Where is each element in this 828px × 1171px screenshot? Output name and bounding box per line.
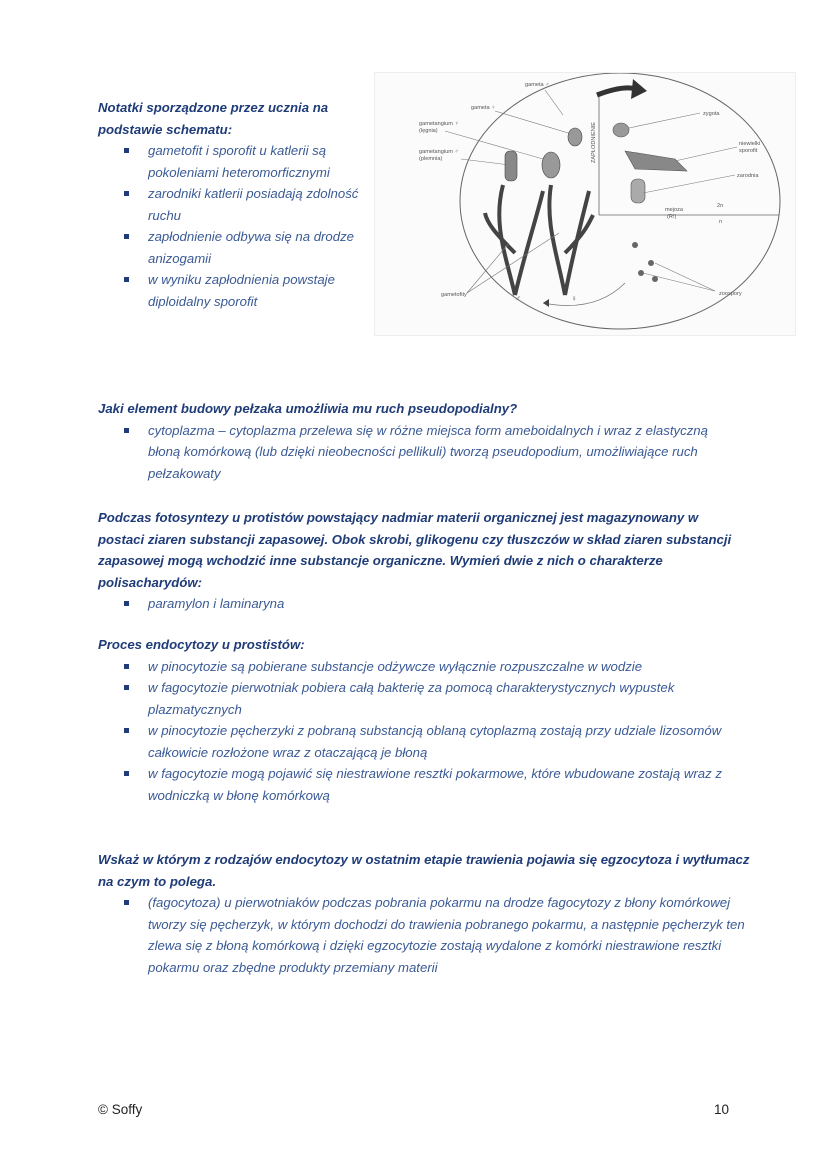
question-text: Proces endocytozy u prostistów: (98, 637, 305, 652)
male-symbol: ♂ (515, 294, 521, 303)
list-item: cytoplazma – cytoplazma przelewa się w różne miejsca form ameboidalnych i wraz z elastyczną błoną komórkową (lub dzięki nieobecności pellikuli) tworzą pseudopodium, umożliwiające ruch pełzakowaty (148, 420, 738, 485)
page-number: 10 (714, 1102, 730, 1117)
list-item: w fagocytozie pierwotniak pobiera całą bakterię za pomocą charakterystycznych wypustek plazmatycznych (148, 677, 758, 720)
list-item: w pinocytozie pęcherzyki z pobraną substancją oblaną cytoplazmą zostają przy udziale lizosomów całkowicie rozłożone wraz z otaczającą je błoną (148, 720, 758, 763)
gamete-male-label: gameta ♂ (525, 82, 550, 88)
diploid-label: 2n (717, 203, 724, 209)
meiosis-label: mejoza (665, 207, 684, 213)
gametangium-female-sub: (lęgnia) (419, 128, 438, 134)
answer-list (98, 593, 738, 615)
footer-copyright: © Soffy (98, 1102, 143, 1117)
gametangium-female-label: gametangium ♀ (419, 121, 459, 127)
meiosis-sub-label: (R!) (667, 214, 677, 220)
zoospores-label: zoospory (719, 291, 742, 297)
list-item: gametofit i sporofit u katlerii są pokoleniami heteromorficznymi (148, 140, 368, 183)
question-block (98, 634, 758, 806)
answer-list (98, 420, 738, 485)
list-item: paramylon i laminaryna (148, 593, 738, 615)
notes-list (98, 140, 368, 312)
small-sporophyte-label: niewielki (739, 141, 761, 147)
list-item: zapłodnienie odbywa się na drodze anizogamii (148, 226, 368, 269)
haploid-label: n (719, 219, 723, 225)
female-symbol: ♀ (571, 294, 577, 303)
list-item: w wyniku zapłodnienia powstaje diploidalny sporofit (148, 269, 368, 312)
gametangium-male-label: gametangium ♂ (419, 149, 459, 155)
answer-list (98, 656, 758, 807)
small-sporophyte-label-2: sporofit (739, 148, 758, 154)
question-block (98, 398, 738, 484)
list-item: w fagocytozie mogą pojawić się niestrawione resztki pokarmowe, które wbudowane zostają wraz z wodniczką w błonę komórkową (148, 763, 758, 806)
list-item: zarodniki katlerii posiadają zdolność ruchu (148, 183, 368, 226)
question-block (98, 849, 758, 978)
life-cycle-diagram (374, 72, 796, 336)
list-item: (fagocytoza) u pierwotniaków podczas pobrania pokarmu na drodze fagocytozy z błony komórkowej tworzy się pęcherzyk, w którym dochodzi do trawienia pobranego pokarmu, a następnie pęcherzyk ten zlewa się z błoną komórkową i dzięki egzocytozie zostają wydalone z komórki niestrawione resztki pokarmu oraz zbędne produkty przemiany materii (148, 892, 758, 978)
question-block (98, 507, 738, 615)
question-text: Jaki element budowy pełzaka umożliwia mu ruch pseudopodialny? (98, 401, 518, 416)
gamete-female-label: gameta ♀ (471, 105, 496, 111)
question-text: Wskaż w którym z rodzajów endocytozy w ostatnim etapie trawienia pojawia się egzocytoza i wytłumacz na czym to polega. (98, 852, 750, 889)
zygote-label: zygota (703, 111, 720, 117)
gametangium-male-sub: (plemnia) (419, 156, 443, 162)
list-item: w pinocytozie są pobierane substancje odżywcze wyłącznie rozpuszczalne w wodzie (148, 656, 758, 678)
question-text: Podczas fotosyntezy u protistów powstający nadmiar materii organicznej jest magazynowany w postaci ziaren substancji zapasowej. Obok skrobi, glikogenu czy tłuszczów w skład ziaren substancji zapasowej mogą wchodzić inne substancje organiczne. Wymień dwie z nich o charakterze polisacharydów: (98, 510, 732, 590)
gametophytes-label: gametofity (441, 292, 467, 298)
notes-heading: Notatki sporządzone przez ucznia na podstawie schematu: (98, 100, 329, 137)
sporangium-label: zarodnia (737, 173, 759, 179)
answer-list (98, 892, 758, 978)
fertilization-label: ZAPŁODNIENIE (591, 121, 597, 163)
student-notes (98, 97, 368, 312)
